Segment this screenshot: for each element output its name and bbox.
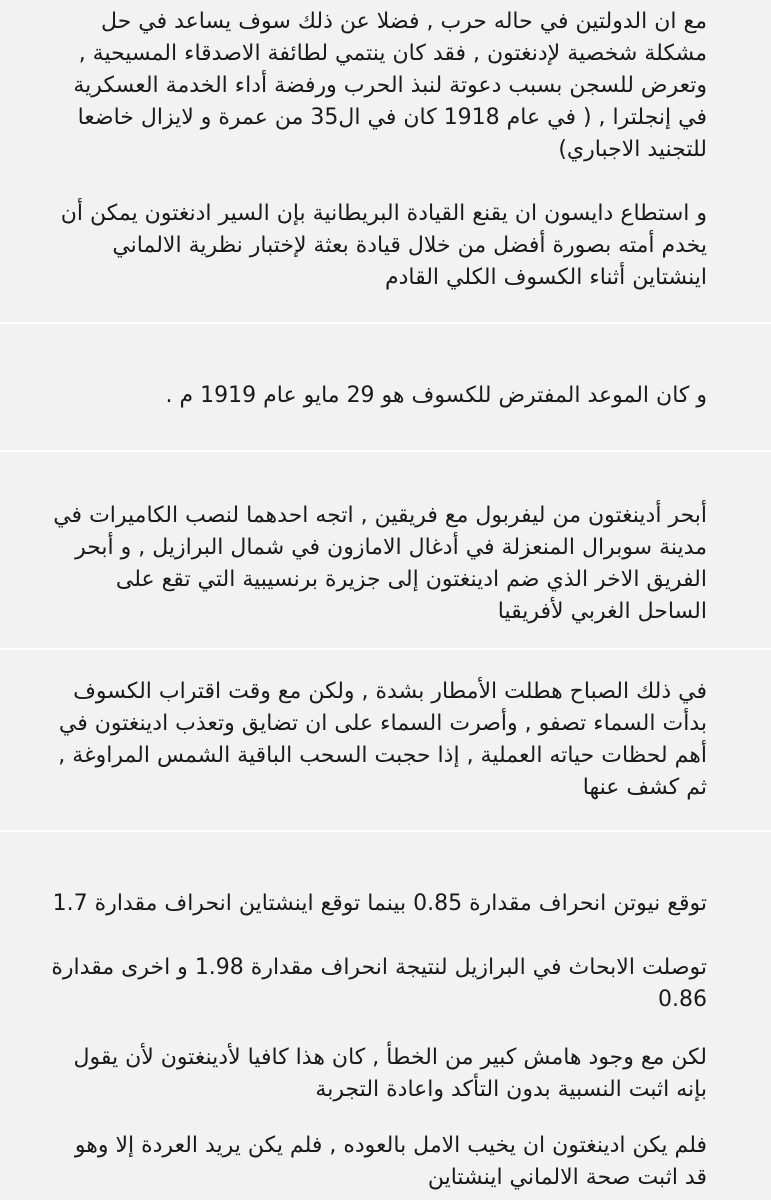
paragraph-margin-of-error: لكن مع وجود هامش كبير من الخطأ , كان هذا كافيا لأدينغتون لأن يقول بإنه اثبت النسبية بدون التأكد واعادة التجربة (73, 1045, 707, 1102)
paragraph-brazil-results: توصلت الابحاث في البرازيل لنتيجة انحراف مقدارة 1.98 و اخرى مقدارة 0.86 (51, 955, 707, 1012)
divider (0, 648, 771, 650)
divider (0, 830, 771, 832)
paragraph-eddington-return: فلم يكن ادينغتون ان يخيب الامل بالعوده , فلم يكن يريد العردة إلا وهو قد اثبت صحة الالماني اينشتاين (74, 1133, 707, 1190)
divider (0, 450, 771, 452)
paragraph-dyson-persuasion: و استطاع دايسون ان يقنع القيادة البريطانية بإن السير ادنغتون يمكن أن يخدم أمته بصورة أفضل من خلال قيادة بعثة لإختبار نظرية الالماني اينشتاين أثناء الكسوف الكلي القادم (60, 201, 707, 290)
divider (0, 322, 771, 324)
paragraph-delegation-reason: مع ان الدولتين في حاله حرب , فضلا عن ذلك سوف يساعد في حل مشكلة شخصية لإدنغتون , فقد كان ينتمي لطائفة الاصدقاء المسيحية , وتعرض للسجن بسبب دعوتة لنبذ الحرب ورفضة أداء الخدمة العسكرية في إنجلترا , ( في عام 1918 كان في ال35 من عمرة و لايزال خاضعا للتجنيد الاجباري) (73, 9, 707, 162)
paragraph-expedition-teams: أبحر أدينغتون من ليفربول مع فريقين , اتجه احدهما لنصب الكاميرات في مدينة سوبرال المنعزلة في أدغال الامازون في شمال البرازيل , و أبحر الفريق الاخر الذي ضم ادينغتون إلى جزيرة برنسيبية التي تقع على الساحل الغربي لأفريقيا (53, 503, 707, 624)
paragraph-eclipse-morning: في ذلك الصباح هطلت الأمطار بشدة , ولكن مع وقت اقتراب الكسوف بدأت السماء تصفو , وأصرت السماء على ان تضايق وتعذب ادينغتون في أهم لحظات حياته العملية , إذا حجبت السحب الباقية الشمس المراوغة , ثم كشف عنها (58, 679, 707, 800)
paragraph-eclipse-date: و كان الموعد المفترض للكسوف هو 29 مايو عام 1919 م . (165, 383, 707, 408)
paragraph-predictions: توقع نيوتن انحراف مقدارة 0.85 بينما توقع اينشتاين انحراف مقدارة 1.7 (52, 891, 707, 916)
